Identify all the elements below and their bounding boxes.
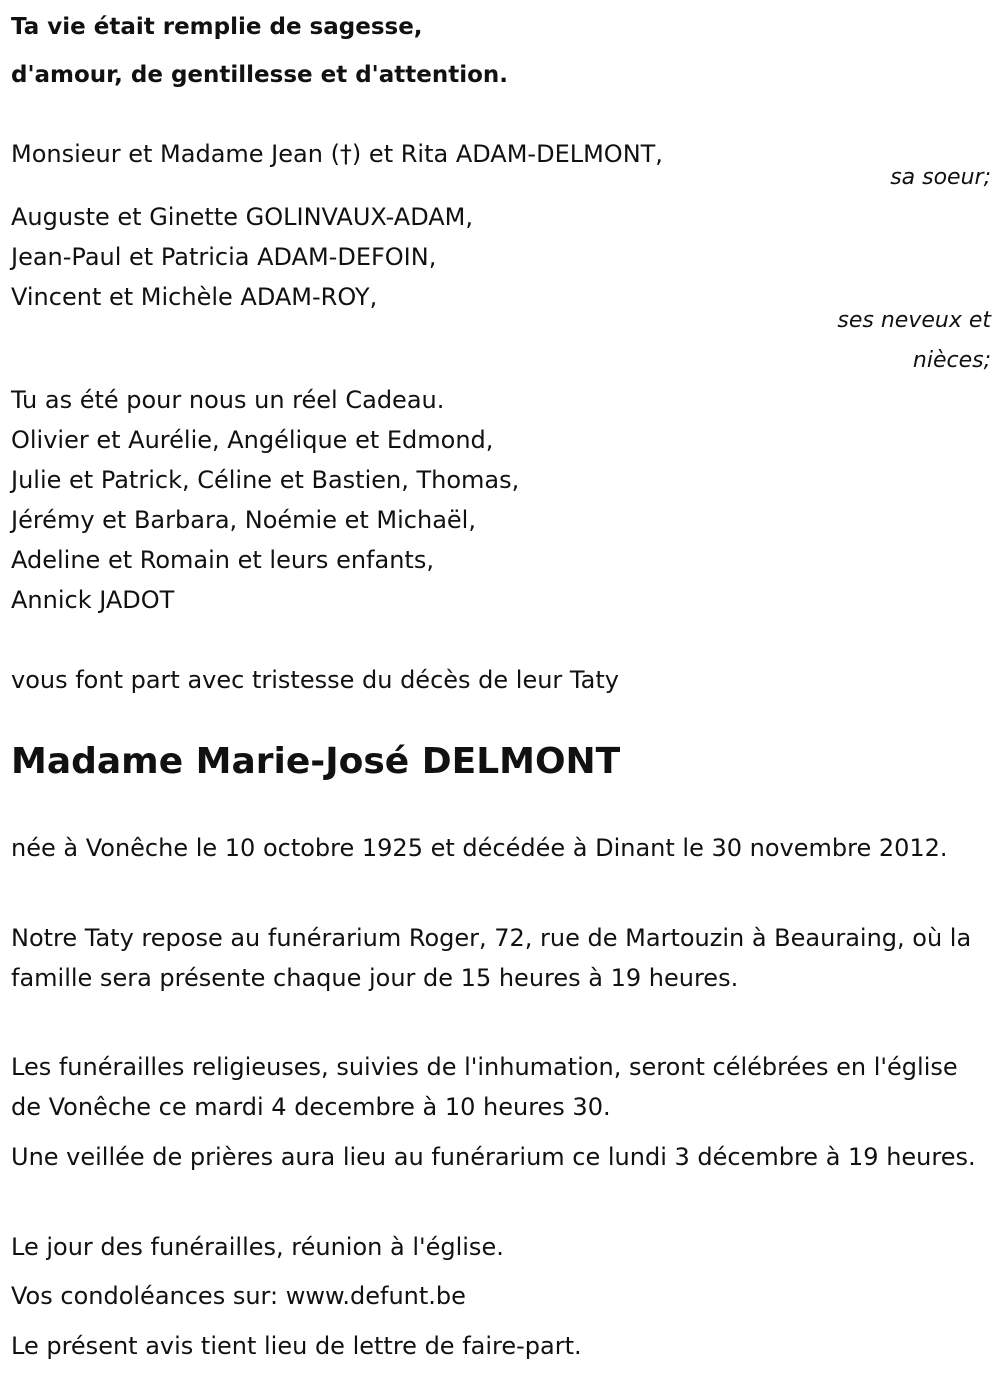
detail-vigil: Une veillée de prières aura lieu au funérarium ce lundi 3 décembre à 19 heures.: [11, 1143, 976, 1171]
nephews-relation-2: nièces;: [912, 348, 991, 373]
detail-notice: Le présent avis tient lieu de lettre de faire-part.: [11, 1332, 582, 1360]
grand-line-6: Annick JADOT: [11, 586, 175, 614]
detail-condolences: Vos condoléances sur: www.defunt.be: [11, 1282, 466, 1310]
sister-relation: sa soeur;: [890, 165, 991, 190]
obituary-notice: [11, 0, 991, 1381]
sister-line: Monsieur et Madame Jean (†) et Rita ADAM-DELMONT,: [11, 140, 663, 168]
motto-line-1: Ta vie était remplie de sagesse,: [11, 14, 423, 40]
detail-funerarium: Notre Taty repose au funérarium Roger, 72, rue de Martouzin à Beauraing, où la famille sera présente chaque jour de 15 heures à 19 heures.: [11, 924, 972, 992]
motto-line-2: d'amour, de gentillesse et d'attention.: [11, 62, 508, 88]
nephew-line-2: Jean-Paul et Patricia ADAM-DEFOIN,: [11, 243, 437, 271]
grand-line-2: Olivier et Aurélie, Angélique et Edmond,: [11, 426, 494, 454]
grand-line-5: Adeline et Romain et leurs enfants,: [11, 546, 434, 574]
grand-line-1: Tu as été pour nous un réel Cadeau.: [11, 386, 445, 414]
detail-funeral: Les funérailles religieuses, suivies de l'inhumation, seront célébrées en l'église de Vonêche ce mardi 4 decembre à 10 heures 30.: [11, 1053, 958, 1121]
announce-line: vous font part avec tristesse du décès de leur Taty: [11, 666, 619, 694]
nephews-relation-1: ses neveux et: [837, 308, 991, 333]
detail-birth-death: née à Vonêche le 10 octobre 1925 et décédée à Dinant le 30 novembre 2012.: [11, 834, 948, 862]
deceased-name: Madame Marie-José DELMONT: [11, 741, 621, 782]
grand-line-4: Jérémy et Barbara, Noémie et Michaël,: [11, 506, 476, 534]
detail-meeting: Le jour des funérailles, réunion à l'église.: [11, 1233, 504, 1261]
grand-line-3: Julie et Patrick, Céline et Bastien, Thomas,: [11, 466, 520, 494]
nephew-line-1: Auguste et Ginette GOLINVAUX-ADAM,: [11, 203, 474, 231]
nephew-line-3: Vincent et Michèle ADAM-ROY,: [11, 283, 378, 311]
